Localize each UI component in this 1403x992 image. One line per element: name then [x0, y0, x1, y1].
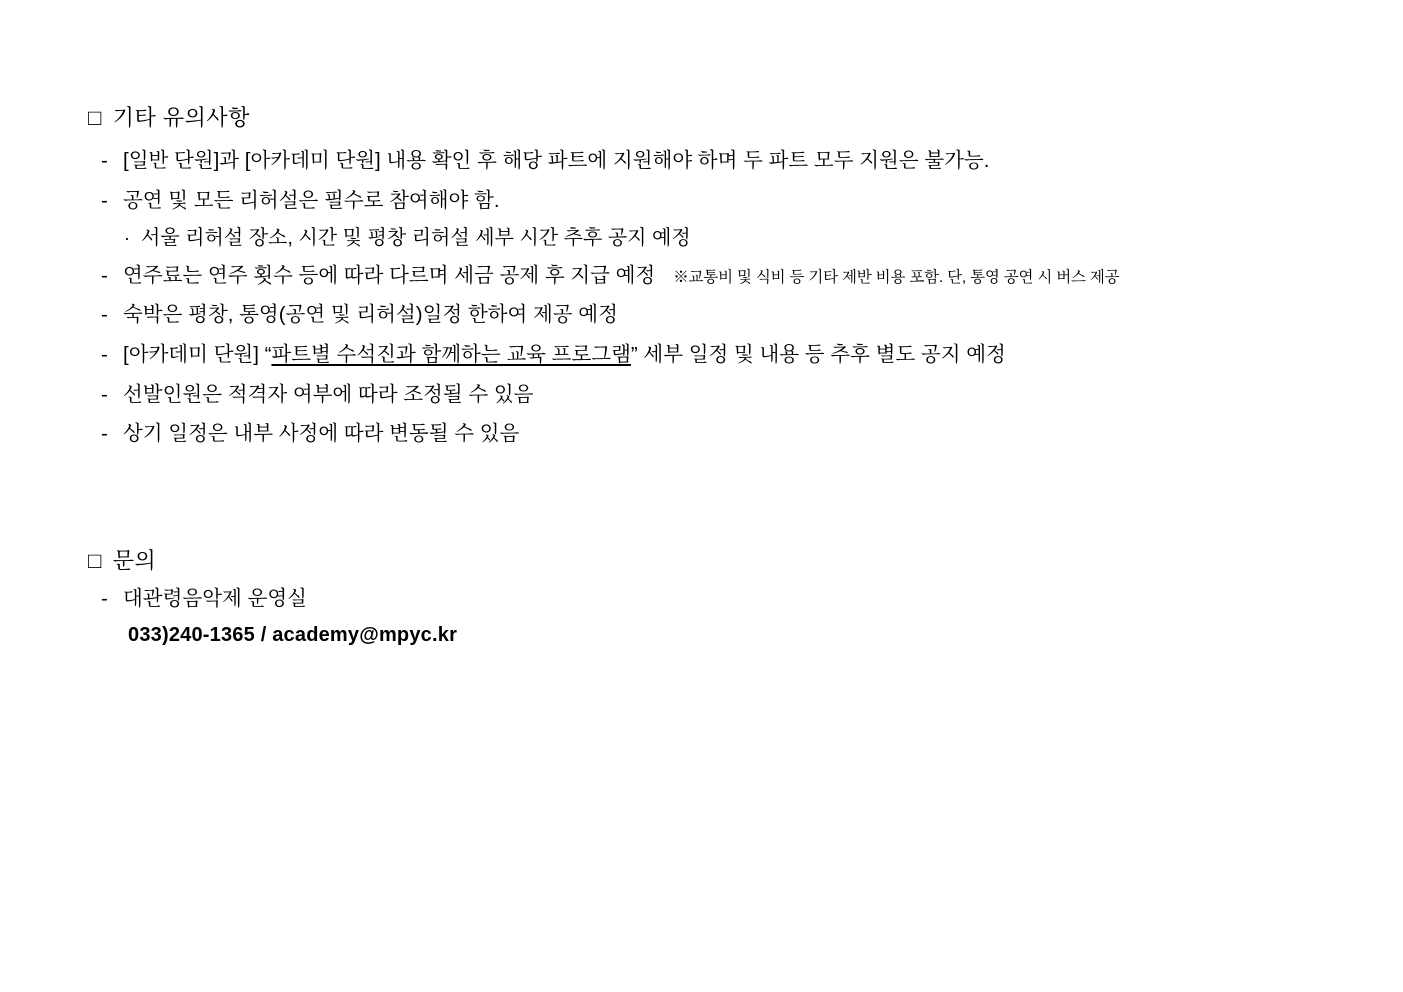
dash-marker: - [101, 189, 108, 213]
square-bullet-icon: □ [88, 548, 102, 573]
list-item-prefix: [아카데미 단원] “ [123, 342, 272, 366]
list-item-text: 공연 및 모든 리허설은 필수로 참여해야 함. [123, 189, 500, 213]
section-notes [88, 105, 1119, 447]
list-item-text: 상기 일정은 내부 사정에 따라 변동될 수 있음 [123, 422, 520, 446]
dash-marker: - [101, 303, 108, 327]
list-item-suffix: ” 세부 일정 및 내용 등 추후 별도 공지 예정 [630, 342, 1006, 366]
list-item-note: ※교통비 및 식비 등 기타 제반 비용 포함. 단, 통영 공연 시 버스 제공 [673, 268, 1120, 286]
dash-marker: - [101, 382, 108, 406]
list-item-sub [88, 226, 1119, 251]
contact-organization-label: 대관령음악제 운영실 [123, 587, 307, 611]
section-heading-label: 기타 유의사항 [112, 105, 250, 130]
dash-marker: - [101, 587, 108, 611]
contact-phone-email: 033)240-1365 / academy@mpyc.kr [128, 624, 458, 647]
list-item-text: 서울 리허설 장소, 시간 및 평창 리허설 세부 시간 추후 공지 예정 [141, 226, 691, 249]
section-heading-notes [88, 105, 1119, 131]
dash-marker: - [101, 149, 108, 173]
list-item-text: [일반 단원]과 [아카데미 단원] 내용 확인 후 해당 파트에 지원해야 하며 두 파트 모두 지원은 불가능. [123, 149, 990, 173]
list-item [88, 188, 1119, 214]
list-item-text: 연주료는 연주 횟수 등에 따라 다르며 세금 공제 후 지급 예정 [123, 263, 656, 287]
list-item [88, 302, 1119, 328]
dash-marker: - [101, 342, 108, 366]
notes-list [88, 148, 1119, 446]
list-item [88, 382, 1119, 408]
contact-organization [88, 586, 457, 612]
list-item [88, 342, 1119, 368]
section-contact [88, 548, 457, 647]
dash-marker: - [101, 422, 108, 446]
dash-marker: - [101, 263, 108, 287]
list-item-text: 선발인원은 적격자 여부에 따라 조정될 수 있음 [123, 382, 534, 406]
list-item-underlined-text: 파트별 수석진과 함께하는 교육 프로그램 [271, 342, 631, 366]
list-item-text: 숙박은 평창, 통영(공연 및 리허설)일정 한하여 제공 예정 [123, 303, 618, 327]
list-item [88, 148, 1119, 174]
section-heading-label: 문의 [112, 548, 157, 573]
middot-marker: · [124, 227, 130, 248]
list-item [88, 421, 1119, 447]
square-bullet-icon: □ [88, 105, 102, 130]
section-heading-contact [88, 548, 457, 574]
list-item [88, 263, 1119, 289]
